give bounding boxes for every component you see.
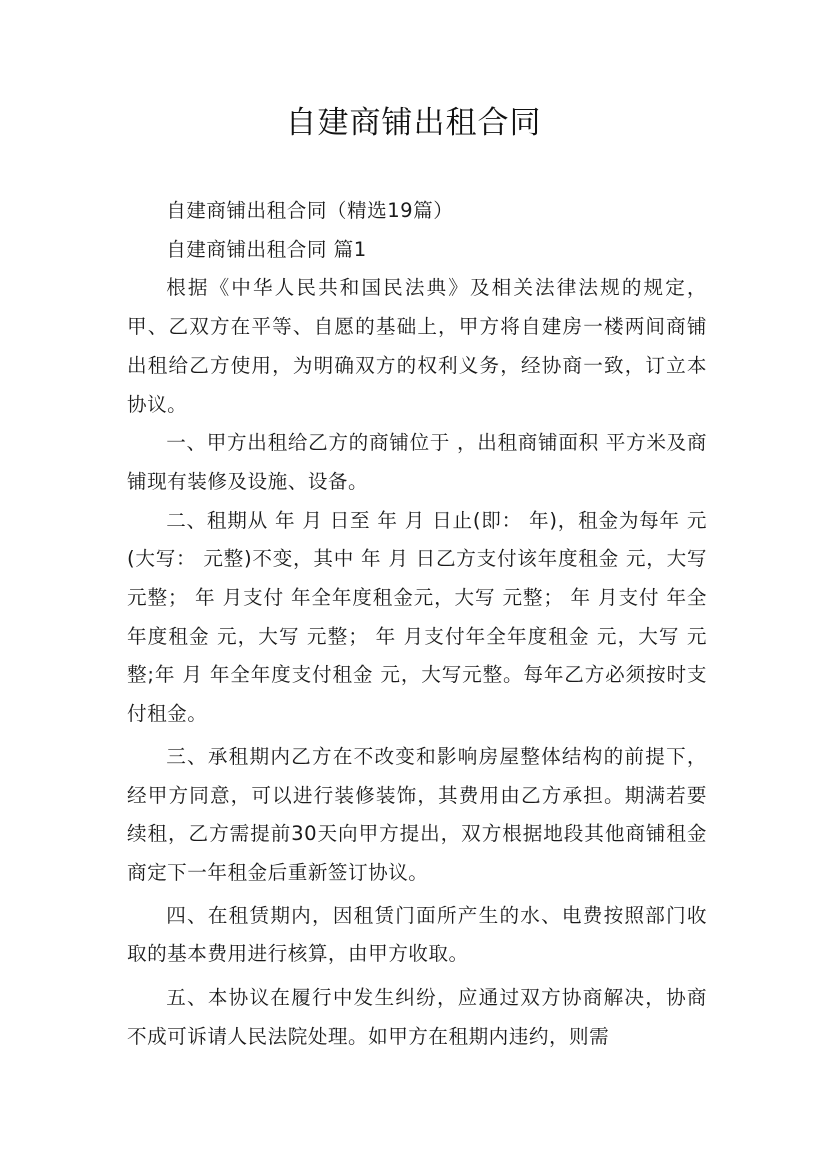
paragraph-clause-3: 三、承租期内乙方在不改变和影响房屋整体结构的前提下，经甲方同意，可以进行装修装饰，其费用由乙方承担。期满若要续租，乙方需提前30天向甲方提出，双方根据地段其他商铺租金商定下一年租金后重新签订协议。 [127,744,707,884]
document-title: 自建商铺出租合同 [285,105,542,141]
paragraph-clause-2: 二、租期从 年 月 日至 年 月 日止(即： 年)，租金为每年 元(大写： 元整)不变，其中 年 月 日乙方支付该年度租金 元，大写 元整； 年 月支付 年全年度租金元，大写 元整； 年 月支付 年全年度租金 元，大写 元整； 年 月支付年全年度租金 元，大写 元整;年 月 年全年度支付租金 元，大写元整。每年乙方必须按时支付租金。 [127,508,707,726]
paragraph-subtitle: 自建商铺出租合同（精选19篇） [166,199,454,222]
paragraph-clause-1: 一、甲方出租给乙方的商铺位于 ，出租商铺面积 平方米及商铺现有装修及设施、设备。 [127,431,707,493]
paragraph-clause-5: 五、本协议在履行中发生纠纷，应通过双方协商解决，协商不成可诉请人民法院处理。如甲方在租期内违约，则需 [127,986,707,1048]
paragraph-clause-4: 四、在租赁期内，因租赁门面所产生的水、电费按照部门收取的基本费用进行核算，由甲方收取。 [127,903,707,966]
document-body [127,192,707,1056]
paragraph-preamble: 根据《中华人民共和国民法典》及相关法律法规的规定，甲、乙双方在平等、自愿的基础上，甲方将自建房一楼两间商铺出租给乙方使用，为明确双方的权利义务，经协商一致，订立本协议。 [127,276,707,416]
paragraph-section-heading: 自建商铺出租合同 篇1 [166,237,367,261]
